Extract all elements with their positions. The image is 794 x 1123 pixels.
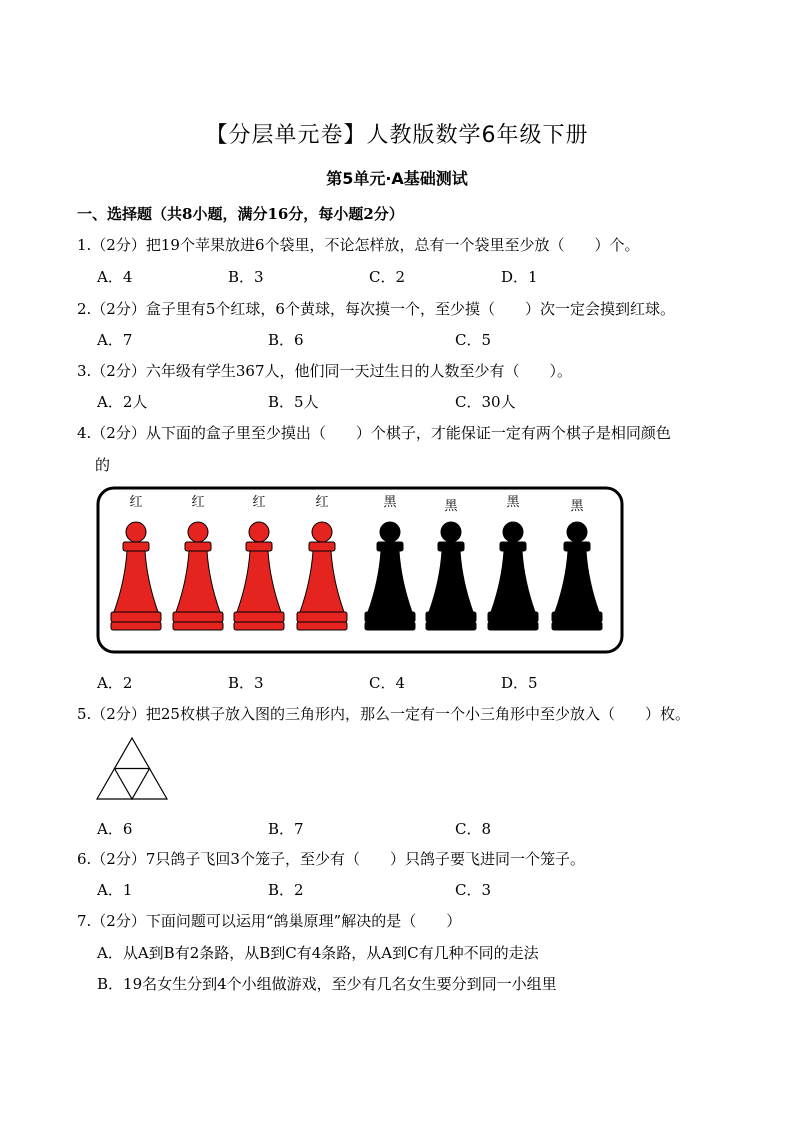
- chess-pawn-label: 红: [191, 495, 205, 510]
- chess-pawn-label: 黑: [506, 495, 520, 510]
- question-5-text: 5.（2分）把25枚棋子放入图的三角形内，那么一定有一个小三角形中至少放入（ ）枚。: [77, 705, 690, 723]
- chess-pawn-label: 红: [315, 495, 329, 510]
- question-1-option-c[interactable]: C．2: [369, 268, 406, 286]
- question-4-option-d[interactable]: D．5: [501, 674, 538, 692]
- question-2-text: 2.（2分）盒子里有5个红球，6个黄球，每次摸一个，至少摸（ ）次一定会摸到红球。: [77, 300, 675, 318]
- question-1-option-b[interactable]: B．3: [228, 268, 264, 286]
- question-4-text: 4.（2分）从下面的盒子里至少摸出（ ）个棋子，才能保证一定有两个棋子是相同颜色: [77, 424, 671, 442]
- chess-pieces-box: [96, 486, 624, 654]
- question-5-option-c[interactable]: C．8: [455, 820, 492, 838]
- question-6-option-c[interactable]: C．3: [455, 881, 492, 899]
- chess-pawn-label: 红: [129, 495, 143, 510]
- section-heading: 一、选择题（共8小题，满分16分，每小题2分）: [77, 205, 404, 223]
- chess-pawn-label: 黑: [570, 499, 584, 514]
- question-2-option-b[interactable]: B．6: [268, 331, 304, 349]
- question-4-option-b[interactable]: B．3: [228, 674, 264, 692]
- question-1-text: 1.（2分）把19个苹果放进6个袋里，不论怎样放，总有一个袋里至少放（ ）个。: [77, 236, 640, 254]
- question-6-option-b[interactable]: B．2: [268, 881, 304, 899]
- question-2-option-c[interactable]: C．5: [455, 331, 492, 349]
- chess-pawn-label: 黑: [444, 499, 458, 514]
- page-subtitle: 第5单元·A基础测试: [326, 169, 468, 188]
- question-1-option-a[interactable]: A．4: [97, 268, 133, 286]
- question-6-option-a[interactable]: A．1: [97, 881, 133, 899]
- chess-pawn-label: 红: [252, 495, 266, 510]
- question-7-option-a[interactable]: A．从A到B有2条路，从B到C有4条路，从A到C有几种不同的走法: [97, 944, 539, 962]
- question-5-option-b[interactable]: B．7: [268, 820, 304, 838]
- question-1-option-d[interactable]: D．1: [501, 268, 538, 286]
- page-title: 【分层单元卷】人教版数学6年级下册: [205, 123, 589, 148]
- question-4-option-a[interactable]: A．2: [97, 674, 133, 692]
- question-3-option-c[interactable]: C．30人: [455, 393, 516, 411]
- question-3-option-a[interactable]: A．2人: [97, 393, 148, 411]
- question-3-option-b[interactable]: B．5人: [268, 393, 319, 411]
- chess-pawn-label: 黑: [383, 495, 397, 510]
- question-5-option-a[interactable]: A．6: [97, 820, 133, 838]
- question-7-option-b[interactable]: B．19名女生分到4个小组做游戏，至少有几名女生要分到同一小组里: [97, 975, 557, 993]
- question-3-text: 3.（2分）六年级有学生367人，他们同一天过生日的人数至少有（ ）。: [77, 362, 572, 380]
- question-2-option-a[interactable]: A．7: [97, 331, 133, 349]
- question-6-text: 6.（2分）7只鸽子飞回3个笼子，至少有（ ）只鸽子要飞进同一个笼子。: [77, 850, 585, 868]
- question-4-text-continued: 的: [95, 456, 111, 474]
- triangle-figure: [95, 736, 169, 801]
- question-4-option-c[interactable]: C．4: [369, 674, 406, 692]
- question-7-text: 7.（2分）下面问题可以运用“鸽巢原理”解决的是（ ）: [77, 912, 462, 930]
